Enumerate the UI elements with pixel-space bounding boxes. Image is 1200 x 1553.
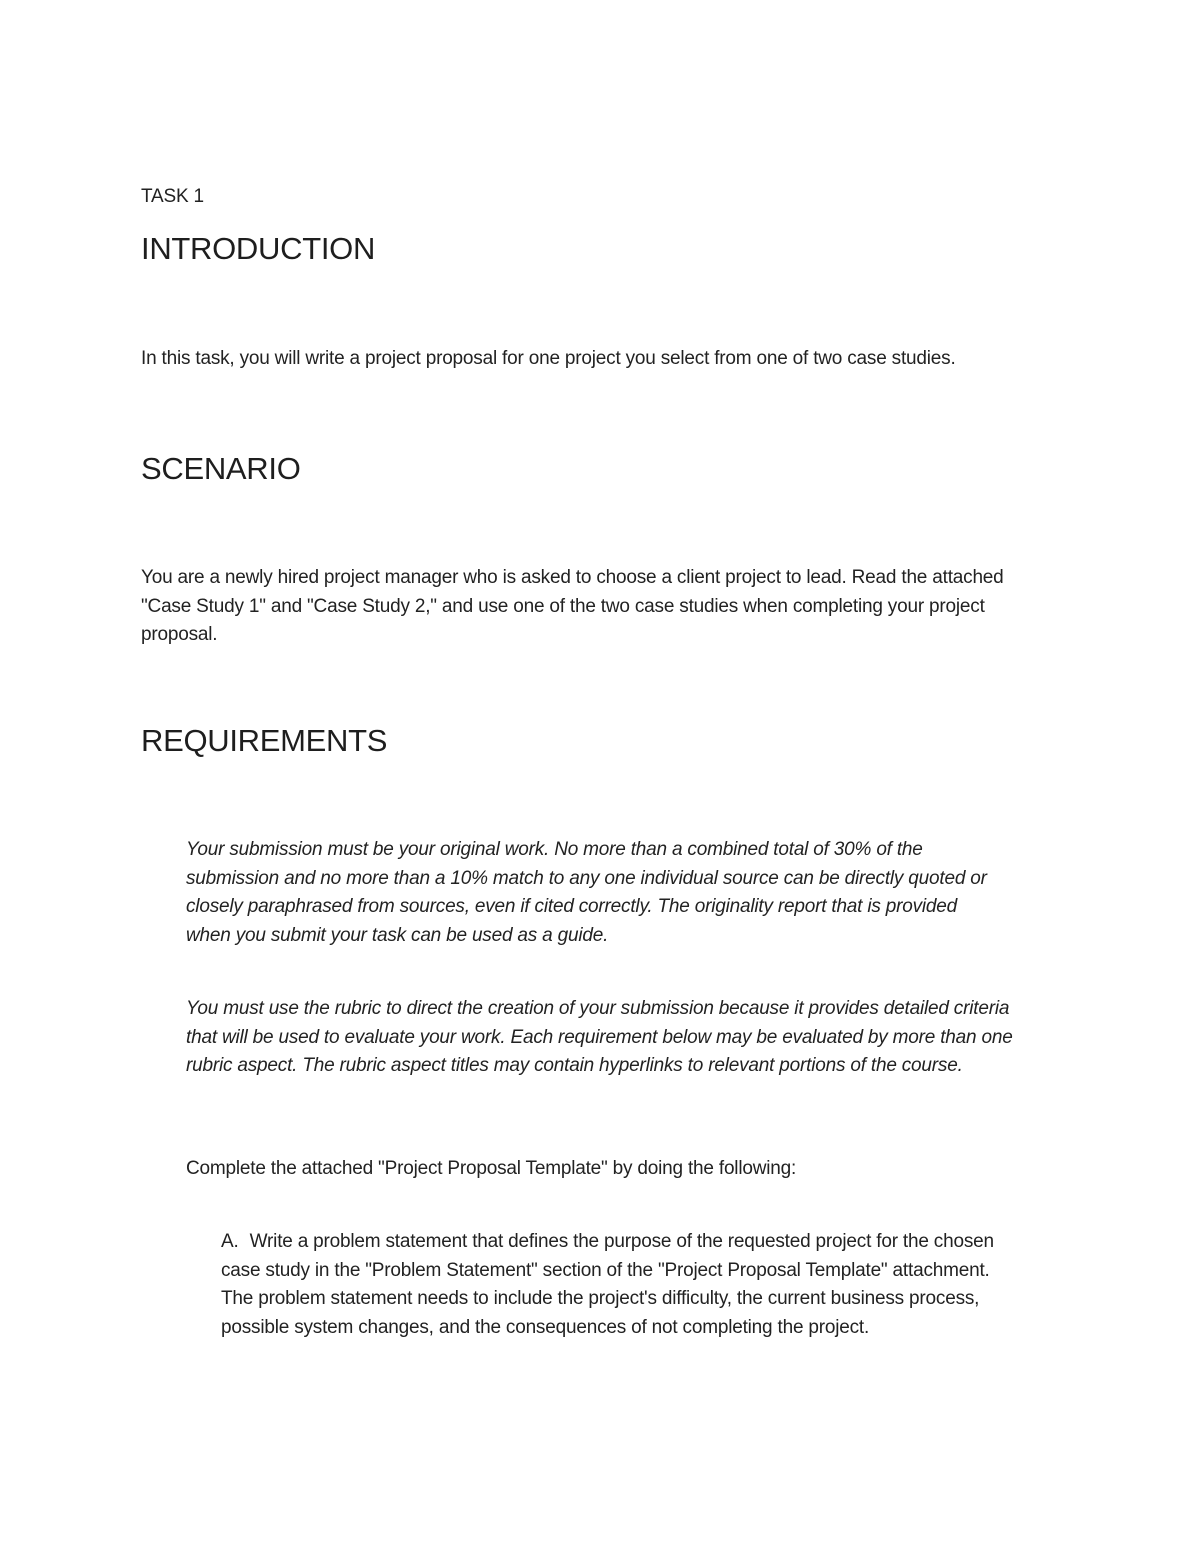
- requirement-item: [221, 1228, 1021, 1342]
- scenario-heading: SCENARIO: [141, 451, 301, 486]
- task-label: TASK 1: [141, 186, 204, 207]
- scenario-text: You are a newly hired project manager who is asked to choose a client project to lead. Read the attached "Case Study 1" and "Case Study 2," and use one of the two case studies when completing your project proposal.: [141, 567, 1004, 645]
- originality-note: Your submission must be your original work. No more than a combined total of 30% of the submission and no more than a 10% match to any one individual source can be directly quoted or closely paraphrased from sources, even if cited correctly. The originality report that is provided when you submit your task can be used as a guide.: [186, 839, 987, 946]
- requirement-text: Write a problem statement that defines the purpose of the requested project for the chosen case study in the "Problem Statement" section of the "Project Proposal Template" attachment. The problem statement needs to include the project's difficulty, the current business process, possible system changes, and the consequences of not completing the project.: [221, 1231, 994, 1338]
- requirement-label: A.: [221, 1231, 239, 1252]
- template-instruction: Complete the attached "Project Proposal Template" by doing the following:: [186, 1158, 797, 1179]
- introduction-text: In this task, you will write a project proposal for one project you select from one of two case studies.: [141, 348, 956, 369]
- introduction-heading: INTRODUCTION: [141, 231, 376, 266]
- rubric-note: You must use the rubric to direct the creation of your submission because it provides detailed criteria that will be used to evaluate your work. Each requirement below may be evaluated by more than one rubric aspect. The rubric aspect titles may contain hyperlinks to relevant portions of the course.: [186, 998, 1013, 1076]
- requirements-heading: REQUIREMENTS: [141, 723, 388, 758]
